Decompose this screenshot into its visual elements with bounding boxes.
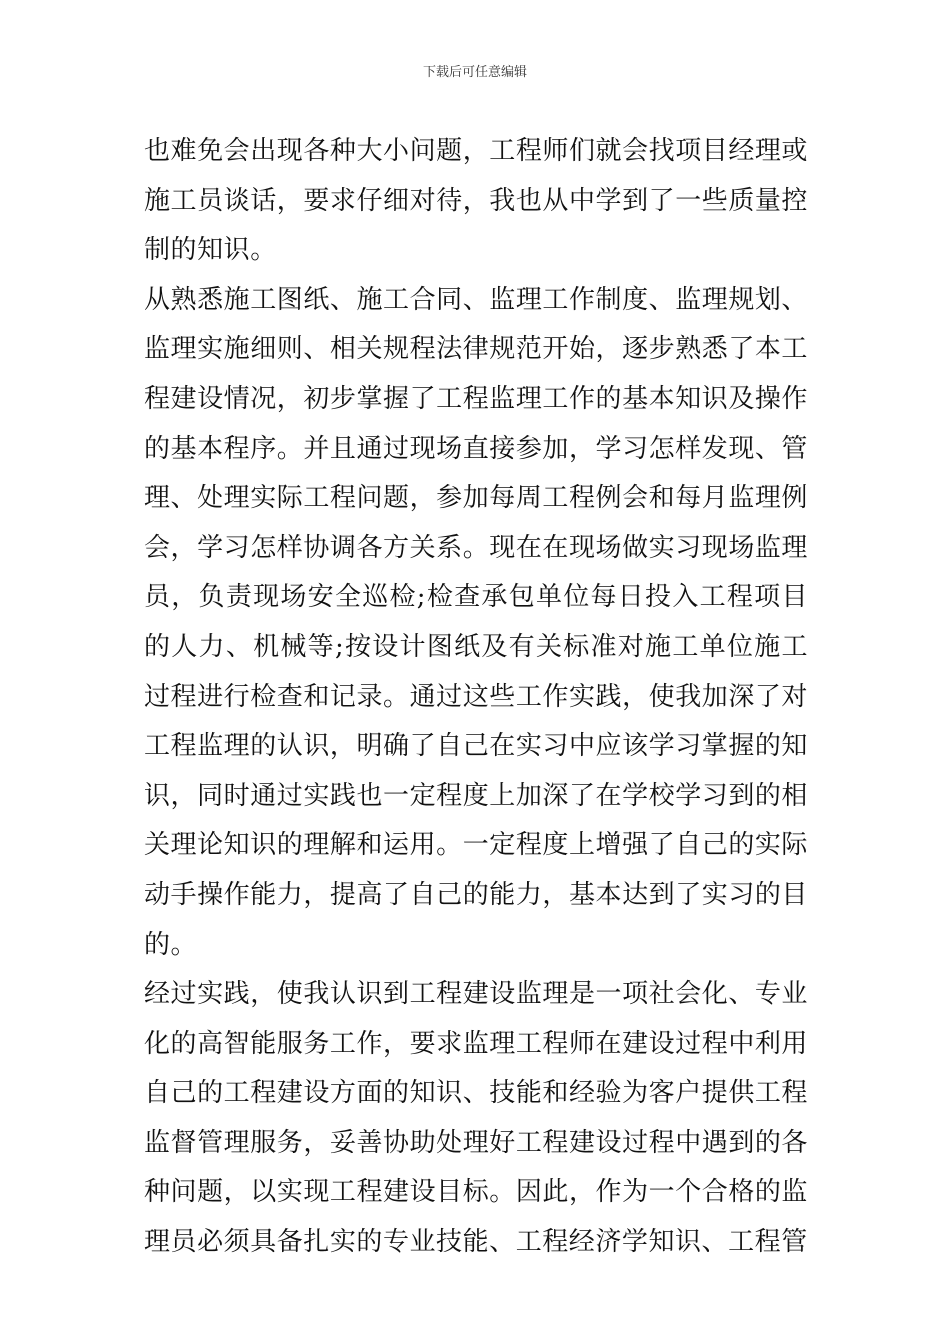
paragraph-2: 从熟悉施工图纸、施工合同、监理工作制度、监理规划、监理实施细则、相关规程法律规范开始，逐步熟悉了本工程建设情况，初步掌握了工程监理工作的基本知识及操作的基本程序。并且通过现场直接参加，学习怎样发现、管理、处理实际工程问题，参加每周工程例会和每月监理例会，学习怎样协调各方关系。现在在现场做实习现场监理员，负责现场安全巡检;检查承包单位每日投入工程项目的人力、机械等;按设计图纸及有关标准对施工单位施工过程进行检查和记录。通过这些工作实践，使我加深了对工程监理的认识，明确了自己在实习中应该学习掌握的知识，同时通过实践也一定程度上加深了在学校学习到的相关理论知识的理解和运用。一定程度上增强了自己的实际动手操作能力，提高了自己的能力，基本达到了实习的目的。 bbox=[144, 284, 808, 960]
paragraph-1: 也难免会出现各种大小问题，工程师们就会找项目经理或施工员谈话，要求仔细对待，我也从中学到了一些质量控制的知识。 bbox=[144, 136, 808, 266]
paragraph-3: 经过实践，使我认识到工程建设监理是一项社会化、专业化的高智能服务工作，要求监理工程师在建设过程中利用自己的工程建设方面的知识、技能和经验为客户提供工程监督管理服务，妥善协助处理好工程建设过程中遇到的各种问题，以实现工程建设目标。因此，作为一个合格的监理员必须具备扎实的专业技能、工程经济学知识、工程管 bbox=[144, 979, 808, 1258]
page-header: 下载后可任意编辑 bbox=[422, 65, 527, 80]
document-body bbox=[144, 127, 808, 1268]
